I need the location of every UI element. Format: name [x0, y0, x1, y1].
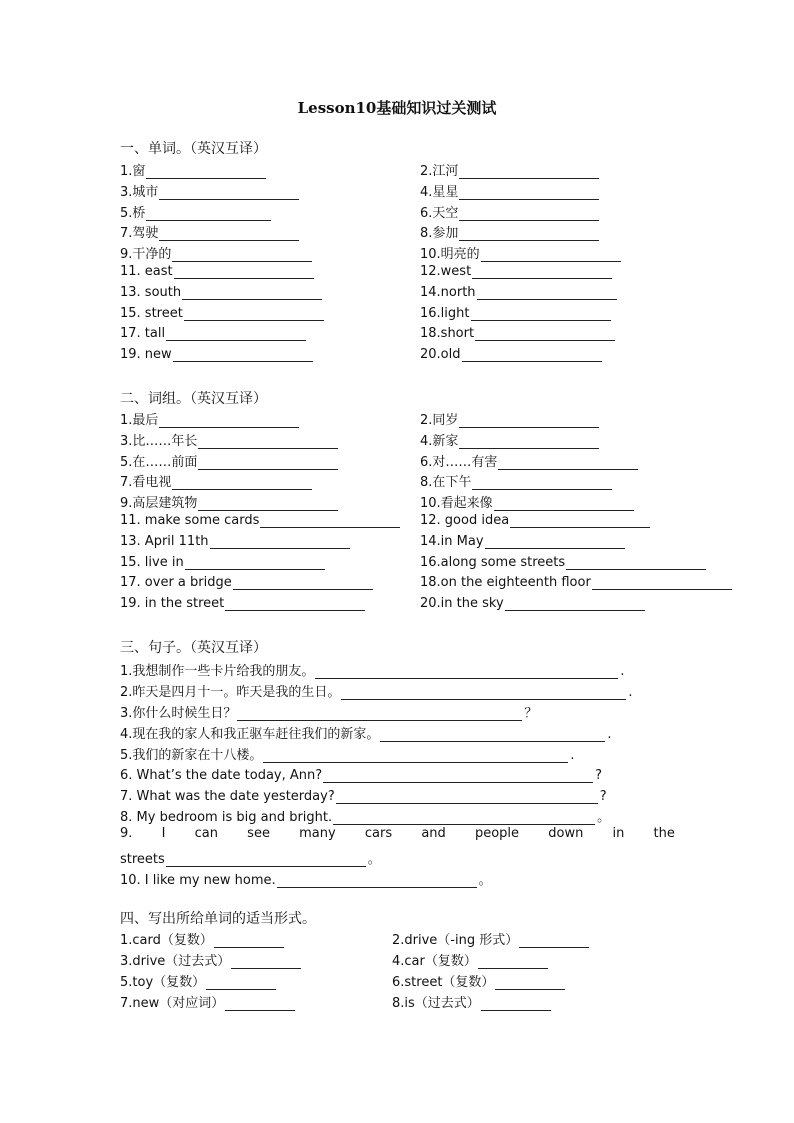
sentence-3: 3.你什么时候生日？ ？ — [120, 706, 538, 721]
question-row — [120, 160, 675, 180]
question-label: 5.toy（复数） — [120, 975, 206, 990]
answer-blank[interactable] — [341, 685, 626, 700]
answer-blank[interactable] — [462, 347, 602, 362]
question-row — [120, 326, 675, 346]
question-item — [392, 929, 589, 948]
question-label: 12. good idea — [420, 513, 510, 528]
question-label: 8.在下午 — [420, 475, 472, 491]
answer-blank[interactable] — [260, 513, 400, 528]
question-item — [420, 347, 602, 362]
question-item — [120, 492, 338, 511]
sentence-9 — [120, 826, 675, 841]
question-item — [120, 575, 373, 590]
sentence-4: 4.现在我的家人和我正驱车赶往我们的新家。 . — [120, 727, 612, 742]
question-item — [420, 596, 645, 611]
sentence-9-continued: streets 。 — [120, 852, 381, 867]
question-label: 1.窗 — [120, 164, 146, 179]
question-label: 7.驾驶 — [120, 226, 159, 242]
answer-blank[interactable] — [233, 575, 373, 590]
question-item — [120, 326, 306, 341]
question-label: 18.short — [420, 326, 475, 342]
answer-blank[interactable] — [592, 575, 732, 590]
question-row — [120, 306, 675, 326]
question-item — [120, 202, 271, 221]
answer-blank[interactable] — [459, 206, 599, 221]
question-label: 17. over a bridge — [120, 575, 232, 591]
question-label: 13. April 11th — [120, 533, 209, 549]
answer-blank[interactable] — [510, 513, 650, 528]
question-row — [120, 430, 675, 450]
question-row — [120, 534, 675, 554]
answer-blank[interactable] — [182, 285, 322, 300]
question-item — [420, 575, 732, 590]
question-item — [120, 971, 276, 990]
question-label: 3.比……年长 — [120, 433, 198, 449]
answer-blank[interactable] — [214, 933, 284, 948]
answer-blank[interactable] — [315, 664, 618, 679]
sentence-word: people — [474, 826, 520, 841]
answer-blank[interactable] — [459, 185, 599, 200]
question-label: 6.对……有害 — [420, 454, 498, 470]
sentence-word: down — [548, 826, 584, 841]
question-item — [420, 264, 612, 279]
question-item — [120, 409, 299, 428]
question-label: 7.看电视 — [120, 475, 172, 491]
question-label: 10.明亮的 — [420, 247, 480, 263]
question-row — [120, 929, 675, 949]
question-item — [120, 451, 338, 470]
question-item — [120, 160, 266, 179]
sentence-word: see — [247, 826, 270, 841]
answer-blank[interactable] — [333, 810, 595, 825]
answer-blank[interactable] — [184, 306, 324, 321]
answer-blank[interactable] — [159, 413, 299, 428]
answer-blank[interactable] — [185, 555, 325, 570]
answer-blank[interactable] — [146, 206, 271, 221]
question-label: 20.in the sky — [420, 596, 504, 612]
sentence-word: can — [194, 826, 218, 841]
answer-blank[interactable] — [459, 434, 599, 449]
answer-blank[interactable] — [459, 413, 599, 428]
question-row — [120, 181, 675, 201]
sentence-6: 6. What’s the date today, Ann? ? — [120, 768, 603, 783]
question-label: 17. tall — [120, 326, 166, 342]
sentence-word: cars — [364, 826, 393, 841]
answer-blank[interactable] — [172, 247, 312, 262]
answer-blank[interactable] — [173, 347, 313, 362]
question-item — [420, 534, 625, 549]
answer-blank[interactable] — [471, 306, 611, 321]
question-label: 10.看起来像 — [420, 496, 493, 512]
question-item — [420, 471, 612, 490]
answer-blank[interactable] — [225, 996, 295, 1011]
answer-blank[interactable] — [481, 247, 621, 262]
question-row — [120, 513, 675, 533]
question-row — [120, 285, 675, 305]
question-label: 19. in the street — [120, 596, 225, 612]
question-item — [420, 285, 617, 300]
answer-blank[interactable] — [323, 768, 593, 783]
answer-blank[interactable] — [472, 475, 612, 490]
question-item — [420, 492, 634, 511]
answer-blank[interactable] — [159, 185, 299, 200]
question-label: 3.城市 — [120, 184, 159, 200]
answer-blank[interactable] — [478, 954, 548, 969]
question-label: 5.桥 — [120, 205, 146, 221]
question-item — [420, 430, 599, 449]
answer-blank[interactable] — [231, 954, 301, 969]
answer-blank[interactable] — [277, 873, 477, 888]
answer-blank[interactable] — [237, 706, 522, 721]
question-label: 4.星星 — [420, 184, 459, 200]
question-item — [120, 596, 365, 611]
answer-blank[interactable] — [263, 748, 568, 763]
answer-blank[interactable] — [159, 226, 299, 241]
sentence-word: the — [653, 826, 675, 841]
question-label: 6.天空 — [420, 205, 459, 221]
question-item — [120, 992, 295, 1011]
question-label: 18.on the eighteenth floor — [420, 575, 591, 591]
answer-blank[interactable] — [494, 496, 634, 511]
question-item — [420, 243, 621, 262]
question-label: 5.在……前面 — [120, 454, 198, 470]
question-label: 11. east — [120, 264, 173, 279]
question-row — [120, 451, 675, 471]
question-item — [392, 971, 565, 990]
page-title: Lesson10基础知识过关测试 — [297, 99, 497, 117]
answer-blank[interactable] — [495, 975, 565, 990]
question-row — [120, 471, 675, 491]
sentence-8: 8. My bedroom is big and bright. 。 — [120, 810, 611, 825]
answer-blank[interactable] — [166, 326, 306, 341]
answer-blank[interactable] — [172, 475, 312, 490]
question-row — [120, 202, 675, 222]
question-item — [120, 243, 312, 262]
sentence-10: 10. I like my new home. 。 — [120, 873, 492, 888]
answer-blank[interactable] — [519, 933, 589, 948]
answer-blank[interactable] — [206, 975, 276, 990]
answer-blank[interactable] — [166, 852, 366, 867]
question-item — [420, 202, 599, 221]
sentence-word: many — [299, 826, 336, 841]
question-item — [120, 222, 299, 241]
question-label: 9.高层建筑物 — [120, 496, 198, 512]
question-item — [420, 306, 611, 321]
answer-blank[interactable] — [210, 534, 350, 549]
question-row — [120, 575, 675, 595]
question-row — [120, 950, 675, 970]
answer-blank[interactable] — [198, 455, 338, 470]
question-item — [420, 181, 599, 200]
question-label: 4.新家 — [420, 433, 459, 449]
question-item — [420, 555, 706, 570]
answer-blank[interactable] — [198, 434, 338, 449]
sentence-1: 1.我想制作一些卡片给我的朋友。 . — [120, 664, 625, 679]
question-label: 2.同岁 — [420, 413, 459, 428]
section-2-heading: 二、词组。（英汉互译） — [120, 391, 267, 407]
question-label: 12.west — [420, 264, 472, 279]
question-item — [120, 181, 299, 200]
question-label: 1.最后 — [120, 413, 159, 428]
section-4-heading: 四、写出所给单词的适当形式。 — [120, 911, 316, 927]
question-label: 13. south — [120, 284, 182, 300]
question-row — [120, 243, 675, 263]
sentence-5: 5.我们的新家在十八楼。 . — [120, 748, 575, 763]
answer-blank[interactable] — [459, 164, 599, 179]
question-label: 15. street — [120, 305, 183, 321]
question-item — [120, 430, 338, 449]
answer-blank[interactable] — [475, 326, 615, 341]
question-row — [120, 264, 675, 284]
answer-blank[interactable] — [459, 226, 599, 241]
question-label: 11. make some cards — [120, 513, 260, 528]
question-label: 1.card（复数） — [120, 933, 213, 948]
answer-blank[interactable] — [481, 996, 551, 1011]
question-label: 3.drive（过去式） — [120, 954, 231, 969]
question-label: 4.car（复数） — [392, 954, 477, 969]
question-label: 14.north — [420, 284, 476, 300]
question-item — [420, 451, 638, 470]
question-row — [120, 992, 675, 1012]
question-row — [120, 347, 675, 367]
question-label: 16.light — [420, 305, 470, 321]
question-item — [120, 471, 312, 490]
question-label: 2.江河 — [420, 164, 459, 179]
answer-blank[interactable] — [336, 789, 598, 804]
question-item — [120, 264, 314, 279]
sentence-word: 9. — [120, 826, 133, 841]
question-item — [120, 555, 325, 570]
answer-blank[interactable] — [198, 496, 338, 511]
sentence-word: I — [161, 826, 166, 841]
question-item — [420, 222, 599, 241]
answer-blank[interactable] — [472, 264, 612, 279]
answer-blank[interactable] — [498, 455, 638, 470]
question-item — [120, 534, 350, 549]
question-row — [120, 596, 675, 616]
question-row — [120, 222, 675, 242]
question-row — [120, 555, 675, 575]
sentence-word: and — [421, 826, 446, 841]
question-item — [120, 950, 301, 969]
question-label: 19. new — [120, 347, 172, 363]
question-item — [120, 285, 322, 300]
question-item — [120, 347, 313, 362]
question-label: 14.in May — [420, 533, 484, 549]
question-item — [392, 992, 551, 1011]
question-label: 2.drive（-ing 形式） — [392, 933, 519, 948]
question-item — [420, 326, 615, 341]
answer-blank[interactable] — [146, 164, 266, 179]
answer-blank[interactable] — [566, 555, 706, 570]
question-item — [120, 306, 324, 321]
sentence-word: in — [612, 826, 625, 841]
question-row — [120, 409, 675, 429]
question-label: 8.参加 — [420, 226, 459, 242]
answer-blank[interactable] — [477, 285, 617, 300]
question-row — [120, 971, 675, 991]
answer-blank[interactable] — [174, 264, 314, 279]
section-3-heading: 三、句子。（英汉互译） — [120, 640, 267, 656]
question-label: 20.old — [420, 347, 461, 363]
section-1-heading: 一、单词。（英汉互译） — [120, 141, 267, 157]
question-label: 6.street（复数） — [392, 975, 495, 990]
question-label: 9.干净的 — [120, 247, 172, 263]
question-item — [420, 513, 650, 528]
question-item — [392, 950, 548, 969]
answer-blank[interactable] — [485, 534, 625, 549]
sentence-7: 7. What was the date yesterday? ? — [120, 789, 607, 804]
question-label: 16.along some streets — [420, 554, 566, 570]
question-label: 15. live in — [120, 554, 184, 570]
question-row — [120, 492, 675, 512]
answer-blank[interactable] — [225, 596, 365, 611]
question-label: 8.is（过去式） — [392, 996, 480, 1011]
sentence-2: 2.昨天是四月十一。昨天是我的生日。 . — [120, 685, 633, 700]
question-item — [420, 409, 599, 428]
answer-blank[interactable] — [505, 596, 645, 611]
question-item — [420, 160, 599, 179]
question-item — [120, 929, 284, 948]
question-item — [120, 513, 400, 528]
question-label: 7.new（对应词） — [120, 996, 225, 1011]
answer-blank[interactable] — [380, 727, 605, 742]
